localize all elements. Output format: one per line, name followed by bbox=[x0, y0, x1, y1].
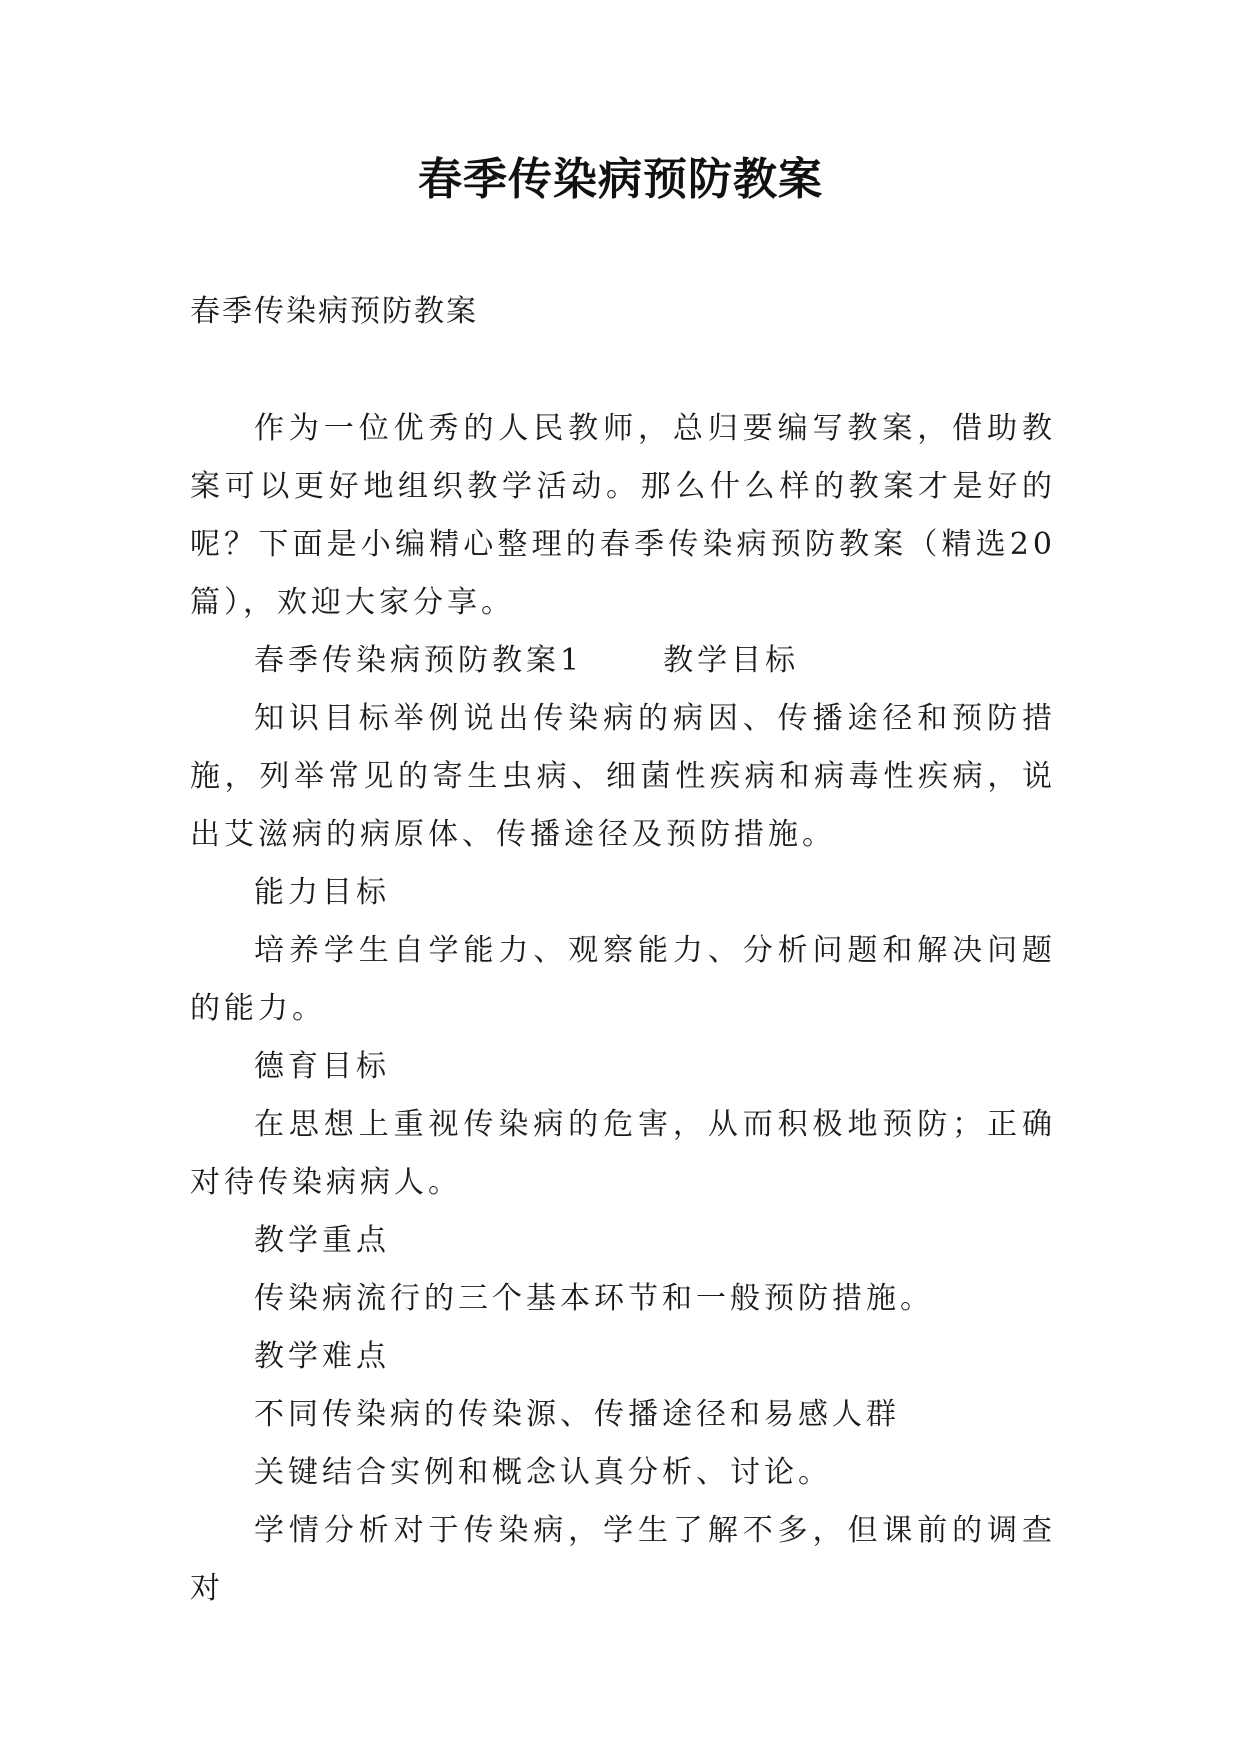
key-method-paragraph: 关键结合实例和概念认真分析、讨论。 bbox=[254, 1455, 832, 1490]
teaching-difficulty-paragraph: 不同传染病的传染源、传播途径和易感人群 bbox=[254, 1397, 900, 1432]
document-body bbox=[190, 400, 1056, 1618]
teaching-focus-paragraph: 传染病流行的三个基本环节和一般预防措施。 bbox=[254, 1281, 934, 1316]
learning-analysis-paragraph: 学情分析对于传染病，学生了解不多，但课前的调查对 bbox=[190, 1513, 1056, 1606]
section-heading-line bbox=[190, 632, 1056, 690]
intro-paragraph: 作为一位优秀的人民教师，总归要编写教案，借助教案可以更好地组织教学活动。那么什么样的教案才是好的呢？下面是小编精心整理的春季传染病预防教案（精选20篇），欢迎大家分享。 bbox=[190, 411, 1056, 620]
knowledge-goal-paragraph: 知识目标举例说出传染病的病因、传播途径和预防措施，列举常见的寄生虫病、细菌性疾病和病毒性疾病，说出艾滋病的病原体、传播途径及预防措施。 bbox=[190, 701, 1056, 852]
moral-goal-heading: 德育目标 bbox=[254, 1049, 390, 1084]
moral-goal-paragraph: 在思想上重视传染病的危害，从而积极地预防；正确对待传染病病人。 bbox=[190, 1107, 1056, 1200]
document-subtitle: 春季传染病预防教案 bbox=[190, 294, 478, 329]
section-title: 春季传染病预防教案1 bbox=[254, 643, 584, 678]
ability-goal-heading: 能力目标 bbox=[254, 875, 390, 910]
teaching-difficulty-heading: 教学难点 bbox=[254, 1339, 390, 1374]
ability-goal-paragraph: 培养学生自学能力、观察能力、分析问题和解决问题的能力。 bbox=[190, 933, 1056, 1026]
section-subtitle: 教学目标 bbox=[663, 643, 800, 678]
document-title: 春季传染病预防教案 bbox=[418, 154, 823, 205]
teaching-focus-heading: 教学重点 bbox=[254, 1223, 390, 1258]
